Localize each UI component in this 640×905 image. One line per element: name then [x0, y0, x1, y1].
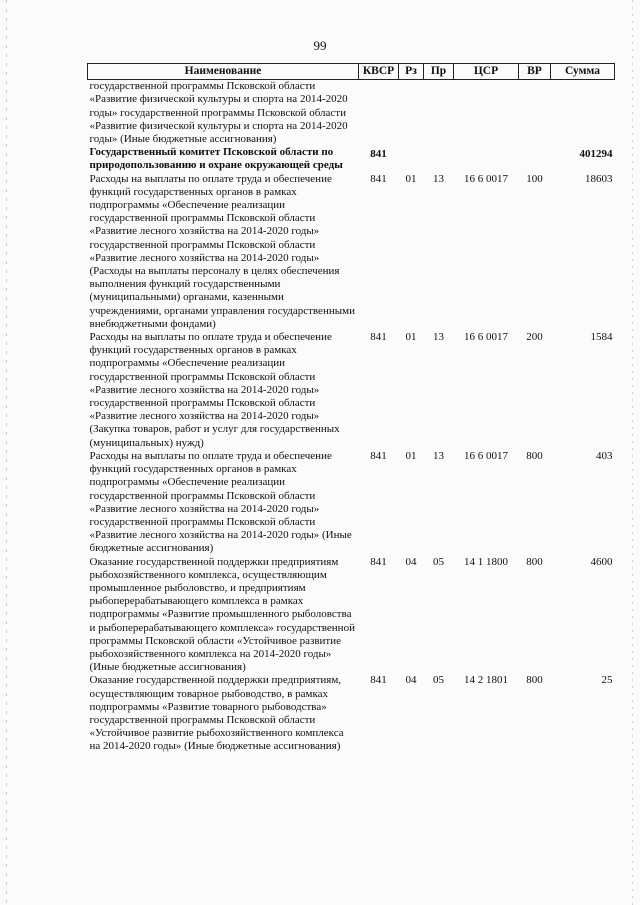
- table-row: [88, 173, 615, 331]
- cell-sum: 18603: [585, 172, 613, 185]
- cell-kvsr: 841: [370, 674, 387, 687]
- table-body: [88, 80, 615, 754]
- cell-sum: 25: [601, 674, 613, 687]
- cell-name: Оказание государственной поддержки предприятиям рыбохозяйственного комплекса, осуществляющим промышленное рыболовство, и предприятиям рыбоперерабатывающего комплекса в рамках подпрограммы «Развитие промышленного рыболовства и рыбоперерабатывающего комплекса» государственной программы Псковской области «Устойчивое развитие рыбохозяйственного комплекса на 2014-2020 годы» (Иные бюджетные ассигнования): [89, 555, 355, 674]
- cell-name: Оказание государственной поддержки предприятиям, осуществляющим товарное рыбоводство, в рамках подпрограммы «Развитие товарного рыбоводства» государственной программы Псковской области «Устойчивое развитие рыбохозяйственного комплекса на 2014-2020 годы» (Иные бюджетные ассигнования): [89, 674, 344, 753]
- cell-kvsr: 841: [370, 555, 387, 568]
- cell-kvsr: 841: [370, 331, 387, 344]
- cell-name: Расходы на выплаты по оплате труда и обеспечение функций государственных органов в рамках подпрограммы «Обеспечение реализации государственной программы Псковской области «Развитие лесного хозяйства на 2014-2020 годы» государственной программы Псковской области «Развитие лесного хозяйства на 2014-2020 годы» (Закупка товаров, работ и услуг для государственных (муниципальных) нужд): [89, 331, 340, 449]
- cell-rz: [399, 80, 424, 147]
- cell-vr: 100: [526, 172, 543, 185]
- cell-csr: 16 6 0017: [464, 331, 508, 344]
- page-number: 99: [313, 38, 327, 53]
- cell-name: Государственный комитет Псковской области по природопользованию и охране окружающей среды: [89, 146, 343, 172]
- cell-vr: [519, 80, 551, 147]
- cell-sum: 401294: [579, 148, 613, 161]
- table-row: [88, 556, 615, 675]
- cell-sum: 403: [596, 449, 613, 462]
- header-name: Наименование: [88, 64, 359, 80]
- cell-pr: 05: [433, 674, 444, 687]
- cell-kvsr: 841: [370, 449, 387, 462]
- cell-vr: 800: [526, 449, 543, 462]
- cell-pr: [424, 146, 454, 172]
- cell-pr: 05: [433, 555, 444, 568]
- cell-kvsr: 841: [370, 148, 387, 161]
- table-row: [88, 331, 615, 450]
- table-row: [88, 80, 615, 147]
- table-row: [88, 450, 615, 556]
- header-sum: Сумма: [551, 64, 615, 80]
- cell-vr: [519, 146, 551, 172]
- cell-rz: 04: [405, 674, 417, 687]
- cell-name: государственной программы Псковской области «Развитие физической культуры и спорта на 2014-2020 годы» государственной программы Псковской области «Развитие физической культуры и спорта на 2014-2020 годы» (Иные бюджетные ассигнования): [89, 80, 348, 146]
- cell-csr: 16 6 0017: [464, 172, 508, 185]
- cell-pr: [424, 80, 454, 147]
- cell-name: Расходы на выплаты по оплате труда и обеспечение функций государственных органов в рамках подпрограммы «Обеспечение реализации государственной программы Псковской области «Развитие лесного хозяйства на 2014-2020 годы» государственной программы Псковской области «Развитие лесного хозяйства на 2014-2020 годы» (Расходы на выплаты персоналу в целях обеспечения выполнения функций государственными (муниципальными) органами, казенными учреждениями, органами управления государственными внебюджетными фондами): [89, 172, 355, 330]
- cell-vr: 800: [526, 555, 543, 568]
- cell-rz: 01: [405, 449, 417, 462]
- header-pr: Пр: [424, 64, 454, 80]
- budget-table: [87, 63, 615, 754]
- cell-kvsr: [359, 80, 399, 147]
- cell-csr: 14 1 1800: [464, 555, 508, 568]
- header-vr: ВР: [519, 64, 551, 80]
- cell-csr: 16 6 0017: [464, 449, 508, 462]
- scan-edge-right: [632, 0, 633, 905]
- header-kvsr: КВСР: [359, 64, 399, 80]
- header-rz: Рз: [399, 64, 424, 80]
- cell-name: Расходы на выплаты по оплате труда и обеспечение функций государственных органов в рамках подпрограммы «Обеспечение реализации государственной программы Псковской области «Развитие лесного хозяйства на 2014-2020 годы» государственной программы Псковской области «Развитие лесного хозяйства на 2014-2020 годы» (Иные бюджетные ассигнования): [89, 449, 352, 555]
- cell-sum: [551, 80, 615, 147]
- cell-sum: 1584: [590, 331, 613, 344]
- cell-vr: 800: [526, 674, 543, 687]
- cell-csr: 14 2 1801: [464, 674, 508, 687]
- cell-csr: [454, 80, 519, 147]
- cell-rz: [399, 146, 424, 172]
- cell-rz: 01: [405, 172, 417, 185]
- scan-edge-left: [6, 0, 7, 905]
- cell-vr: 200: [526, 331, 543, 344]
- header-csr: ЦСР: [454, 64, 519, 80]
- cell-rz: 01: [405, 331, 417, 344]
- table-row: [88, 146, 615, 172]
- cell-sum: 4600: [590, 555, 613, 568]
- cell-kvsr: 841: [370, 172, 387, 185]
- cell-pr: 13: [433, 449, 444, 462]
- cell-csr: [454, 146, 519, 172]
- table-row: [88, 674, 615, 753]
- header-row: [88, 64, 615, 80]
- cell-pr: 13: [433, 331, 444, 344]
- cell-pr: 13: [433, 172, 444, 185]
- cell-rz: 04: [405, 555, 417, 568]
